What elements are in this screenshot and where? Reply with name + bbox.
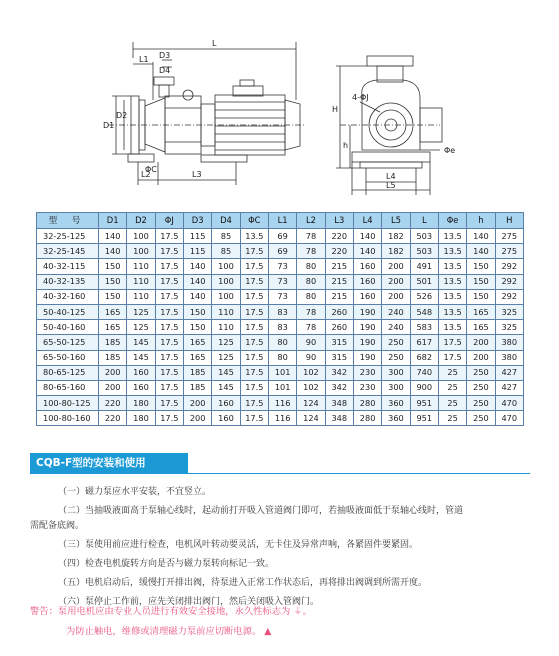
table-cell: 325 (495, 320, 523, 335)
table-cell: 740 (410, 365, 438, 380)
table-cell: 17.5 (155, 259, 183, 274)
column-header: D2 (127, 213, 155, 229)
model-cell: 50-40-160 (37, 320, 99, 335)
table-cell: 100 (127, 244, 155, 259)
pump-outline-drawing (0, 0, 559, 205)
table-row (37, 289, 524, 304)
table-cell: 182 (382, 229, 410, 244)
table-cell: 185 (99, 335, 127, 350)
table-cell: 17.5 (155, 365, 183, 380)
table-cell: 110 (127, 259, 155, 274)
table-cell: 100 (127, 229, 155, 244)
table-cell: 80 (268, 350, 296, 365)
table-cell: 13.5 (438, 289, 466, 304)
table-cell: 200 (99, 380, 127, 395)
warning-text-1: 警告：泵用电机应由专业人员进行有效安全接地，永久性标志为 (30, 606, 291, 617)
table-cell: 185 (183, 365, 211, 380)
table-cell: 160 (212, 411, 240, 426)
table-cell: 190 (353, 335, 381, 350)
table-cell: 83 (268, 320, 296, 335)
table-cell: 292 (495, 259, 523, 274)
table-cell: 17.5 (438, 335, 466, 350)
table-cell: 17.5 (155, 350, 183, 365)
warning-block (30, 604, 530, 644)
dim-label-L: L (212, 39, 217, 48)
table-cell: 292 (495, 274, 523, 289)
table-row (37, 335, 524, 350)
column-header: Φe (438, 213, 466, 229)
model-cell: 50-40-125 (37, 304, 99, 319)
model-cell: 40-32-135 (37, 274, 99, 289)
table-cell: 360 (382, 411, 410, 426)
table-cell: 900 (410, 380, 438, 395)
table-cell: 125 (212, 350, 240, 365)
table-cell: 140 (183, 259, 211, 274)
column-header: D1 (99, 213, 127, 229)
table-cell: 125 (127, 320, 155, 335)
table-cell: 78 (297, 229, 325, 244)
column-header: L2 (297, 213, 325, 229)
dimension-drawing (0, 0, 559, 205)
table-cell: 110 (212, 320, 240, 335)
table-cell: 200 (183, 396, 211, 411)
table-cell: 200 (99, 365, 127, 380)
table-cell: 230 (353, 380, 381, 395)
note-6: （六）泵停止工作前，应先关闭排出阀门，然后关闭吸入管阀门。 (58, 597, 320, 607)
table-cell: 190 (353, 350, 381, 365)
table-row (37, 350, 524, 365)
table-cell: 200 (467, 350, 495, 365)
table-cell: 13.5 (438, 229, 466, 244)
column-header: L4 (353, 213, 381, 229)
table-cell: 100 (212, 289, 240, 304)
model-cell: 40-32-115 (37, 259, 99, 274)
table-row (37, 380, 524, 395)
dim-label-L3: L3 (192, 170, 202, 179)
table-cell: 503 (410, 229, 438, 244)
table-cell: 80 (268, 335, 296, 350)
table-cell: 180 (127, 396, 155, 411)
table-cell: 69 (268, 229, 296, 244)
table-cell: 78 (297, 320, 325, 335)
table-cell: 17.5 (155, 274, 183, 289)
table-cell: 230 (353, 365, 381, 380)
warning-text-2: 为防止触电，维修或清理磁力泵前应切断电源。 (66, 626, 262, 637)
model-cell: 100-80-160 (37, 411, 99, 426)
ground-symbol-icon: ⏚ (293, 606, 303, 617)
table-cell: 102 (297, 365, 325, 380)
table-cell: 275 (495, 244, 523, 259)
table-cell: 951 (410, 411, 438, 426)
table-cell: 470 (495, 411, 523, 426)
warning-line-1 (30, 604, 530, 619)
table-cell: 160 (212, 396, 240, 411)
table-cell: 470 (495, 396, 523, 411)
table-cell: 160 (353, 289, 381, 304)
table-cell: 617 (410, 335, 438, 350)
table-cell: 100 (212, 274, 240, 289)
table-cell: 140 (353, 244, 381, 259)
table-cell: 348 (325, 411, 353, 426)
table-cell: 342 (325, 365, 353, 380)
table-cell: 185 (99, 350, 127, 365)
table-row (37, 304, 524, 319)
table-row (37, 320, 524, 335)
model-cell: 80-65-125 (37, 365, 99, 380)
table-cell: 83 (268, 304, 296, 319)
table-cell: 17.5 (240, 335, 268, 350)
table-cell: 200 (183, 411, 211, 426)
table-cell: 110 (127, 289, 155, 304)
table-cell: 526 (410, 289, 438, 304)
table-cell: 150 (99, 289, 127, 304)
table-cell: 125 (212, 335, 240, 350)
table-row (37, 411, 524, 426)
model-cell: 40-32-160 (37, 289, 99, 304)
table-cell: 165 (99, 304, 127, 319)
table-row (37, 229, 524, 244)
dim-label-H: H (332, 105, 339, 114)
table-cell: 180 (127, 411, 155, 426)
warning-period: 。 (302, 606, 312, 617)
table-cell: 220 (99, 396, 127, 411)
table-cell: 17.5 (155, 320, 183, 335)
table-cell: 13.5 (438, 320, 466, 335)
table-cell: 380 (495, 335, 523, 350)
table-cell: 140 (183, 289, 211, 304)
table-row (37, 259, 524, 274)
table-cell: 17.5 (155, 304, 183, 319)
dimension-table (36, 212, 524, 426)
table-cell: 80 (297, 289, 325, 304)
note-3: （三）泵使用前应进行检查，电机风叶转动要灵活，无卡住及异常声响，各紧固件要紧固。 (58, 540, 419, 550)
dim-label-L1: L1 (139, 55, 149, 64)
dim-label-L2: L2 (141, 170, 151, 179)
model-cell: 65-50-125 (37, 335, 99, 350)
table-cell: 380 (495, 350, 523, 365)
note-2 (30, 504, 530, 534)
table-cell: 17.5 (240, 304, 268, 319)
table-cell: 150 (467, 274, 495, 289)
table-cell: 260 (325, 320, 353, 335)
table-cell: 17.5 (240, 350, 268, 365)
table-cell: 348 (325, 396, 353, 411)
table-cell: 140 (99, 229, 127, 244)
table-cell: 220 (325, 229, 353, 244)
table-cell: 682 (410, 350, 438, 365)
table-cell: 165 (183, 335, 211, 350)
table-cell: 25 (438, 411, 466, 426)
table-cell: 73 (268, 289, 296, 304)
table-cell: 25 (438, 380, 466, 395)
table-cell: 160 (127, 380, 155, 395)
table-cell: 145 (212, 365, 240, 380)
note-5: （五）电机启动后，缓慢打开排出阀，待泵进入正常工作状态后，再将排出阀调到所需开度。 (58, 578, 428, 588)
table-cell: 102 (297, 380, 325, 395)
table-cell: 90 (297, 350, 325, 365)
table-cell: 25 (438, 365, 466, 380)
table-cell: 17.5 (240, 274, 268, 289)
table-cell: 17.5 (155, 335, 183, 350)
table-cell: 100 (212, 259, 240, 274)
table-cell: 300 (382, 380, 410, 395)
dim-label-phiC: ΦC (145, 165, 157, 174)
table-cell: 427 (495, 380, 523, 395)
hazard-triangle-icon: ▲ (264, 626, 272, 637)
table-cell: 17.5 (240, 396, 268, 411)
table-cell: 292 (495, 289, 523, 304)
table-cell: 115 (183, 244, 211, 259)
table-cell: 427 (495, 365, 523, 380)
table-cell: 124 (297, 396, 325, 411)
table-cell: 165 (467, 320, 495, 335)
table-cell: 150 (183, 304, 211, 319)
table-cell: 140 (467, 244, 495, 259)
table-cell: 90 (297, 335, 325, 350)
table-cell: 200 (382, 274, 410, 289)
table-body (37, 229, 524, 426)
table-cell: 342 (325, 380, 353, 395)
table-cell: 145 (127, 335, 155, 350)
table-cell: 17.5 (240, 289, 268, 304)
table-cell: 150 (99, 259, 127, 274)
table-cell: 160 (353, 274, 381, 289)
table-cell: 69 (268, 244, 296, 259)
installation-notes (30, 485, 530, 614)
table-cell: 80 (297, 274, 325, 289)
model-cell: 80-65-160 (37, 380, 99, 395)
table-cell: 17.5 (155, 380, 183, 395)
note-4: （四）检查电机旋转方向是否与磁力泵转向标记一致。 (58, 559, 275, 569)
table-cell: 140 (467, 229, 495, 244)
table-cell: 220 (325, 244, 353, 259)
table-cell: 315 (325, 335, 353, 350)
table-cell: 17.5 (240, 259, 268, 274)
table-row (37, 396, 524, 411)
table-cell: 13.5 (240, 229, 268, 244)
table-cell: 165 (467, 304, 495, 319)
note-1: （一）磁力泵应水平安装，不宜竖立。 (58, 487, 212, 497)
dimension-table-container (36, 212, 524, 426)
table-cell: 110 (212, 304, 240, 319)
table-cell: 250 (467, 396, 495, 411)
table-header-row (37, 213, 524, 229)
table-cell: 125 (127, 304, 155, 319)
dim-label-D1: D1 (103, 121, 115, 130)
table-cell: 275 (495, 229, 523, 244)
table-cell: 124 (297, 411, 325, 426)
table-cell: 315 (325, 350, 353, 365)
table-cell: 73 (268, 259, 296, 274)
table-cell: 250 (467, 365, 495, 380)
table-cell: 80 (297, 259, 325, 274)
table-cell: 17.5 (240, 365, 268, 380)
table-cell: 491 (410, 259, 438, 274)
dim-label-D3: D3 (159, 51, 171, 60)
table-cell: 145 (212, 380, 240, 395)
table-row (37, 244, 524, 259)
table-cell: 140 (99, 244, 127, 259)
dim-label-D2: D2 (116, 111, 128, 120)
table-cell: 17.5 (240, 380, 268, 395)
table-cell: 250 (382, 350, 410, 365)
table-cell: 110 (127, 274, 155, 289)
section-divider (30, 473, 530, 474)
column-header: L (410, 213, 438, 229)
table-cell: 17.5 (155, 289, 183, 304)
table-cell: 101 (268, 365, 296, 380)
table-cell: 73 (268, 274, 296, 289)
table-cell: 200 (382, 259, 410, 274)
model-cell: 32-25-145 (37, 244, 99, 259)
table-cell: 13.5 (438, 304, 466, 319)
table-cell: 17.5 (240, 320, 268, 335)
table-cell: 200 (467, 335, 495, 350)
table-cell: 140 (353, 229, 381, 244)
dim-label-holes: 4-ΦJ (352, 93, 369, 102)
table-cell: 160 (127, 365, 155, 380)
column-header: h (467, 213, 495, 229)
table-cell: 548 (410, 304, 438, 319)
table-cell: 78 (297, 244, 325, 259)
table-row (37, 274, 524, 289)
table-cell: 25 (438, 396, 466, 411)
table-cell: 240 (382, 304, 410, 319)
table-cell: 300 (382, 365, 410, 380)
table-cell: 280 (353, 396, 381, 411)
table-cell: 185 (183, 380, 211, 395)
table-cell: 215 (325, 274, 353, 289)
table-cell: 325 (495, 304, 523, 319)
table-cell: 165 (99, 320, 127, 335)
note-2-line-1: （二）当抽吸液面高于泵轴心线时，起动前打开吸入管道阀门即可，若抽吸液面低于泵轴心线时，管道 (58, 506, 464, 516)
column-header: H (495, 213, 523, 229)
column-header: D3 (183, 213, 211, 229)
table-cell: 17.5 (240, 244, 268, 259)
warning-line-2 (30, 624, 530, 639)
table-cell: 150 (467, 259, 495, 274)
table-cell: 150 (183, 320, 211, 335)
column-header: L5 (382, 213, 410, 229)
dim-label-D4: D4 (159, 66, 171, 75)
table-cell: 17.5 (155, 396, 183, 411)
model-cell: 32-25-125 (37, 229, 99, 244)
table-cell: 13.5 (438, 244, 466, 259)
column-header: ΦC (240, 213, 268, 229)
table-cell: 160 (353, 259, 381, 274)
table-cell: 140 (183, 274, 211, 289)
table-cell: 17.5 (155, 244, 183, 259)
table-cell: 150 (467, 289, 495, 304)
dim-label-L4: L4 (386, 172, 396, 181)
table-cell: 250 (467, 380, 495, 395)
table-cell: 240 (382, 320, 410, 335)
column-header: D4 (212, 213, 240, 229)
table-cell: 85 (212, 244, 240, 259)
table-cell: 17.5 (438, 350, 466, 365)
table-cell: 215 (325, 259, 353, 274)
table-cell: 13.5 (438, 274, 466, 289)
table-cell: 17.5 (155, 229, 183, 244)
dim-label-h: h (343, 141, 349, 150)
dim-label-L5: L5 (386, 181, 396, 190)
table-cell: 17.5 (240, 411, 268, 426)
column-header: ΦJ (155, 213, 183, 229)
column-header: L1 (268, 213, 296, 229)
table-cell: 280 (353, 411, 381, 426)
table-cell: 145 (127, 350, 155, 365)
column-header: 型 号 (37, 213, 99, 229)
table-cell: 116 (268, 396, 296, 411)
table-cell: 115 (183, 229, 211, 244)
table-cell: 360 (382, 396, 410, 411)
table-cell: 583 (410, 320, 438, 335)
column-header: L3 (325, 213, 353, 229)
table-cell: 215 (325, 289, 353, 304)
table-cell: 200 (382, 289, 410, 304)
table-cell: 951 (410, 396, 438, 411)
table-cell: 78 (297, 304, 325, 319)
model-cell: 100-80-125 (37, 396, 99, 411)
table-cell: 501 (410, 274, 438, 289)
table-cell: 165 (183, 350, 211, 365)
note-2-line-2: 需配备底阀。 (30, 521, 85, 531)
table-cell: 190 (353, 304, 381, 319)
table-cell: 150 (99, 274, 127, 289)
model-cell: 65-50-160 (37, 350, 99, 365)
table-cell: 116 (268, 411, 296, 426)
table-cell: 13.5 (438, 259, 466, 274)
table-cell: 190 (353, 320, 381, 335)
table-cell: 220 (99, 411, 127, 426)
section-title: CQB-F型的安装和使用 (30, 453, 188, 473)
table-cell: 17.5 (155, 411, 183, 426)
table-cell: 85 (212, 229, 240, 244)
table-cell: 101 (268, 380, 296, 395)
table-row (37, 365, 524, 380)
dim-label-phie: Φe (444, 146, 456, 155)
table-cell: 260 (325, 304, 353, 319)
table-cell: 503 (410, 244, 438, 259)
table-cell: 250 (382, 335, 410, 350)
table-cell: 182 (382, 244, 410, 259)
table-cell: 250 (467, 411, 495, 426)
